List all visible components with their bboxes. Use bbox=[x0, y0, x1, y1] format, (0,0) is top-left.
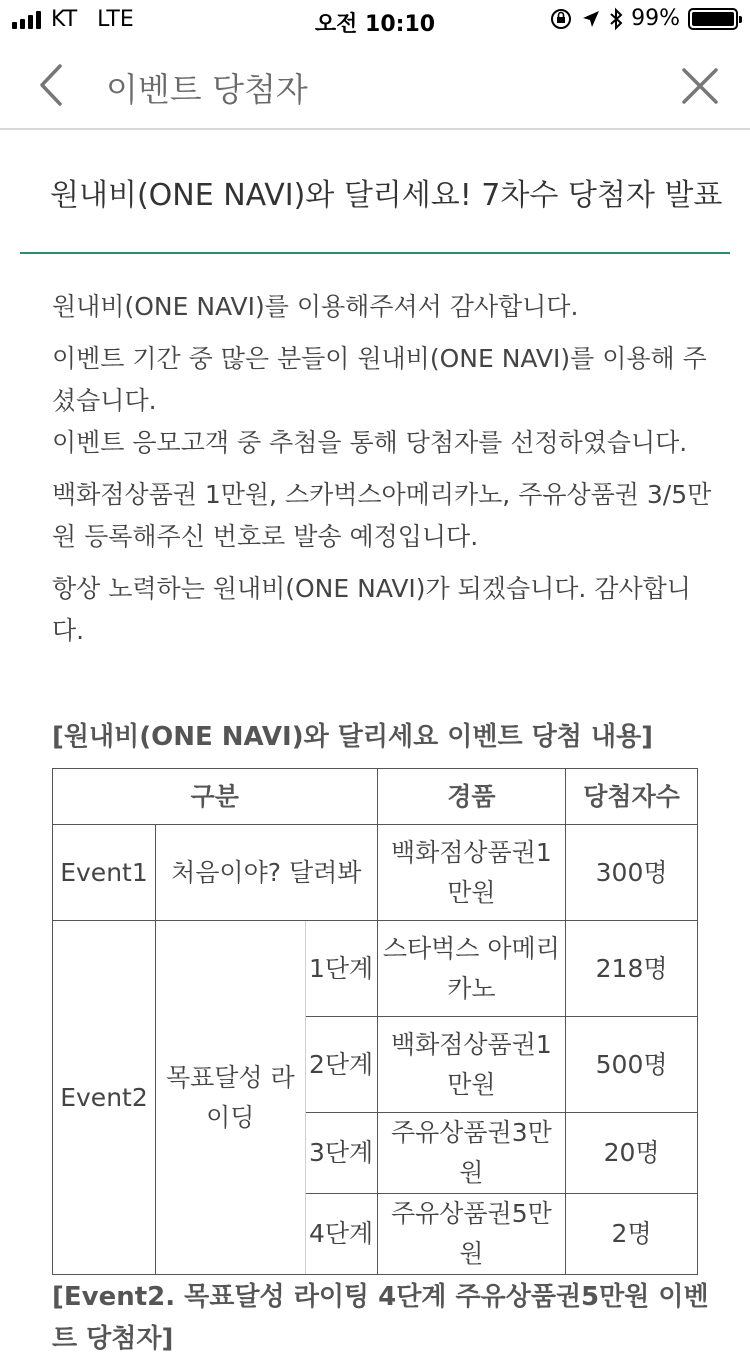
nav-bar bbox=[0, 40, 750, 130]
chevron-left-icon[interactable] bbox=[30, 60, 74, 110]
stage-cell: 3단계 bbox=[305, 1113, 377, 1194]
event-title: 처음이야? 달려봐 bbox=[155, 825, 377, 921]
article-title: 원내비(ONE NAVI)와 달리세요! 7차수 당첨자 발표 bbox=[50, 178, 723, 213]
event-name: Event1 bbox=[53, 825, 156, 921]
page-title: 이벤트 당첨자 bbox=[106, 70, 308, 109]
stage-cell: 1단계 bbox=[305, 921, 377, 1017]
clock: 오전 10:10 bbox=[314, 12, 436, 37]
winners-cell: 500명 bbox=[566, 1017, 698, 1113]
paragraph: 이벤트 기간 중 많은 분들이 원내비(ONE NAVI)를 이용해 주셨습니다. bbox=[52, 344, 707, 415]
location-arrow-icon bbox=[581, 9, 601, 29]
bluetooth-icon bbox=[609, 7, 623, 31]
prize-cell: 주유상품권3만원 bbox=[377, 1113, 566, 1194]
paragraph: 원내비(ONE NAVI)를 이용해주셔서 감사합니다. bbox=[52, 292, 579, 321]
table-header-row bbox=[53, 769, 698, 825]
paragraph: 항상 노력하는 원내비(ONE NAVI)가 되겠습니다. 감사합니다. bbox=[52, 574, 691, 645]
header-winners: 당첨자수 bbox=[566, 769, 698, 825]
prize-cell: 스타벅스 아메리카노 bbox=[377, 921, 566, 1017]
table-row bbox=[53, 825, 698, 921]
prize-cell: 백화점상품권1만원 bbox=[377, 825, 566, 921]
event-name: Event2 bbox=[53, 921, 156, 1275]
table-row bbox=[53, 921, 698, 1017]
event-title: 목표달성 라이딩 bbox=[155, 921, 305, 1275]
battery-icon bbox=[688, 8, 738, 30]
prize-table bbox=[52, 768, 698, 1275]
paragraph: 이벤트 응모고객 중 추첨을 통해 당첨자를 선정하였습니다. bbox=[52, 428, 688, 457]
orientation-lock-icon bbox=[549, 7, 573, 31]
winners-cell: 218명 bbox=[566, 921, 698, 1017]
carrier-label: KT bbox=[51, 7, 78, 32]
title-divider bbox=[20, 252, 730, 254]
paragraph: 백화점상품권 1만원, 스카벅스아메리카노, 주유상품권 3/5만원 등록해주신 번호로 발송 예정입니다. bbox=[52, 480, 712, 551]
prize-cell: 백화점상품권1만원 bbox=[377, 1017, 566, 1113]
section-heading: [원내비(ONE NAVI)와 달리세요 이벤트 당첨 내용] bbox=[52, 722, 654, 752]
winners-cell: 2명 bbox=[566, 1194, 698, 1275]
article-body bbox=[52, 286, 712, 662]
close-icon[interactable] bbox=[678, 64, 722, 108]
winners-cell: 20명 bbox=[566, 1113, 698, 1194]
winners-list-heading: [Event2. 목표달성 라이팅 4단계 주유상품권5만원 이벤트 당첨자] bbox=[52, 1282, 709, 1354]
stage-cell: 2단계 bbox=[305, 1017, 377, 1113]
stage-cell: 4단계 bbox=[305, 1194, 377, 1275]
winners-cell: 300명 bbox=[566, 825, 698, 921]
network-label: LTE bbox=[97, 7, 134, 32]
status-bar bbox=[0, 0, 750, 40]
header-category: 구분 bbox=[53, 769, 378, 825]
prize-cell: 주유상품권5만원 bbox=[377, 1194, 566, 1275]
header-prize: 경품 bbox=[377, 769, 566, 825]
battery-percent: 99% bbox=[631, 6, 680, 31]
